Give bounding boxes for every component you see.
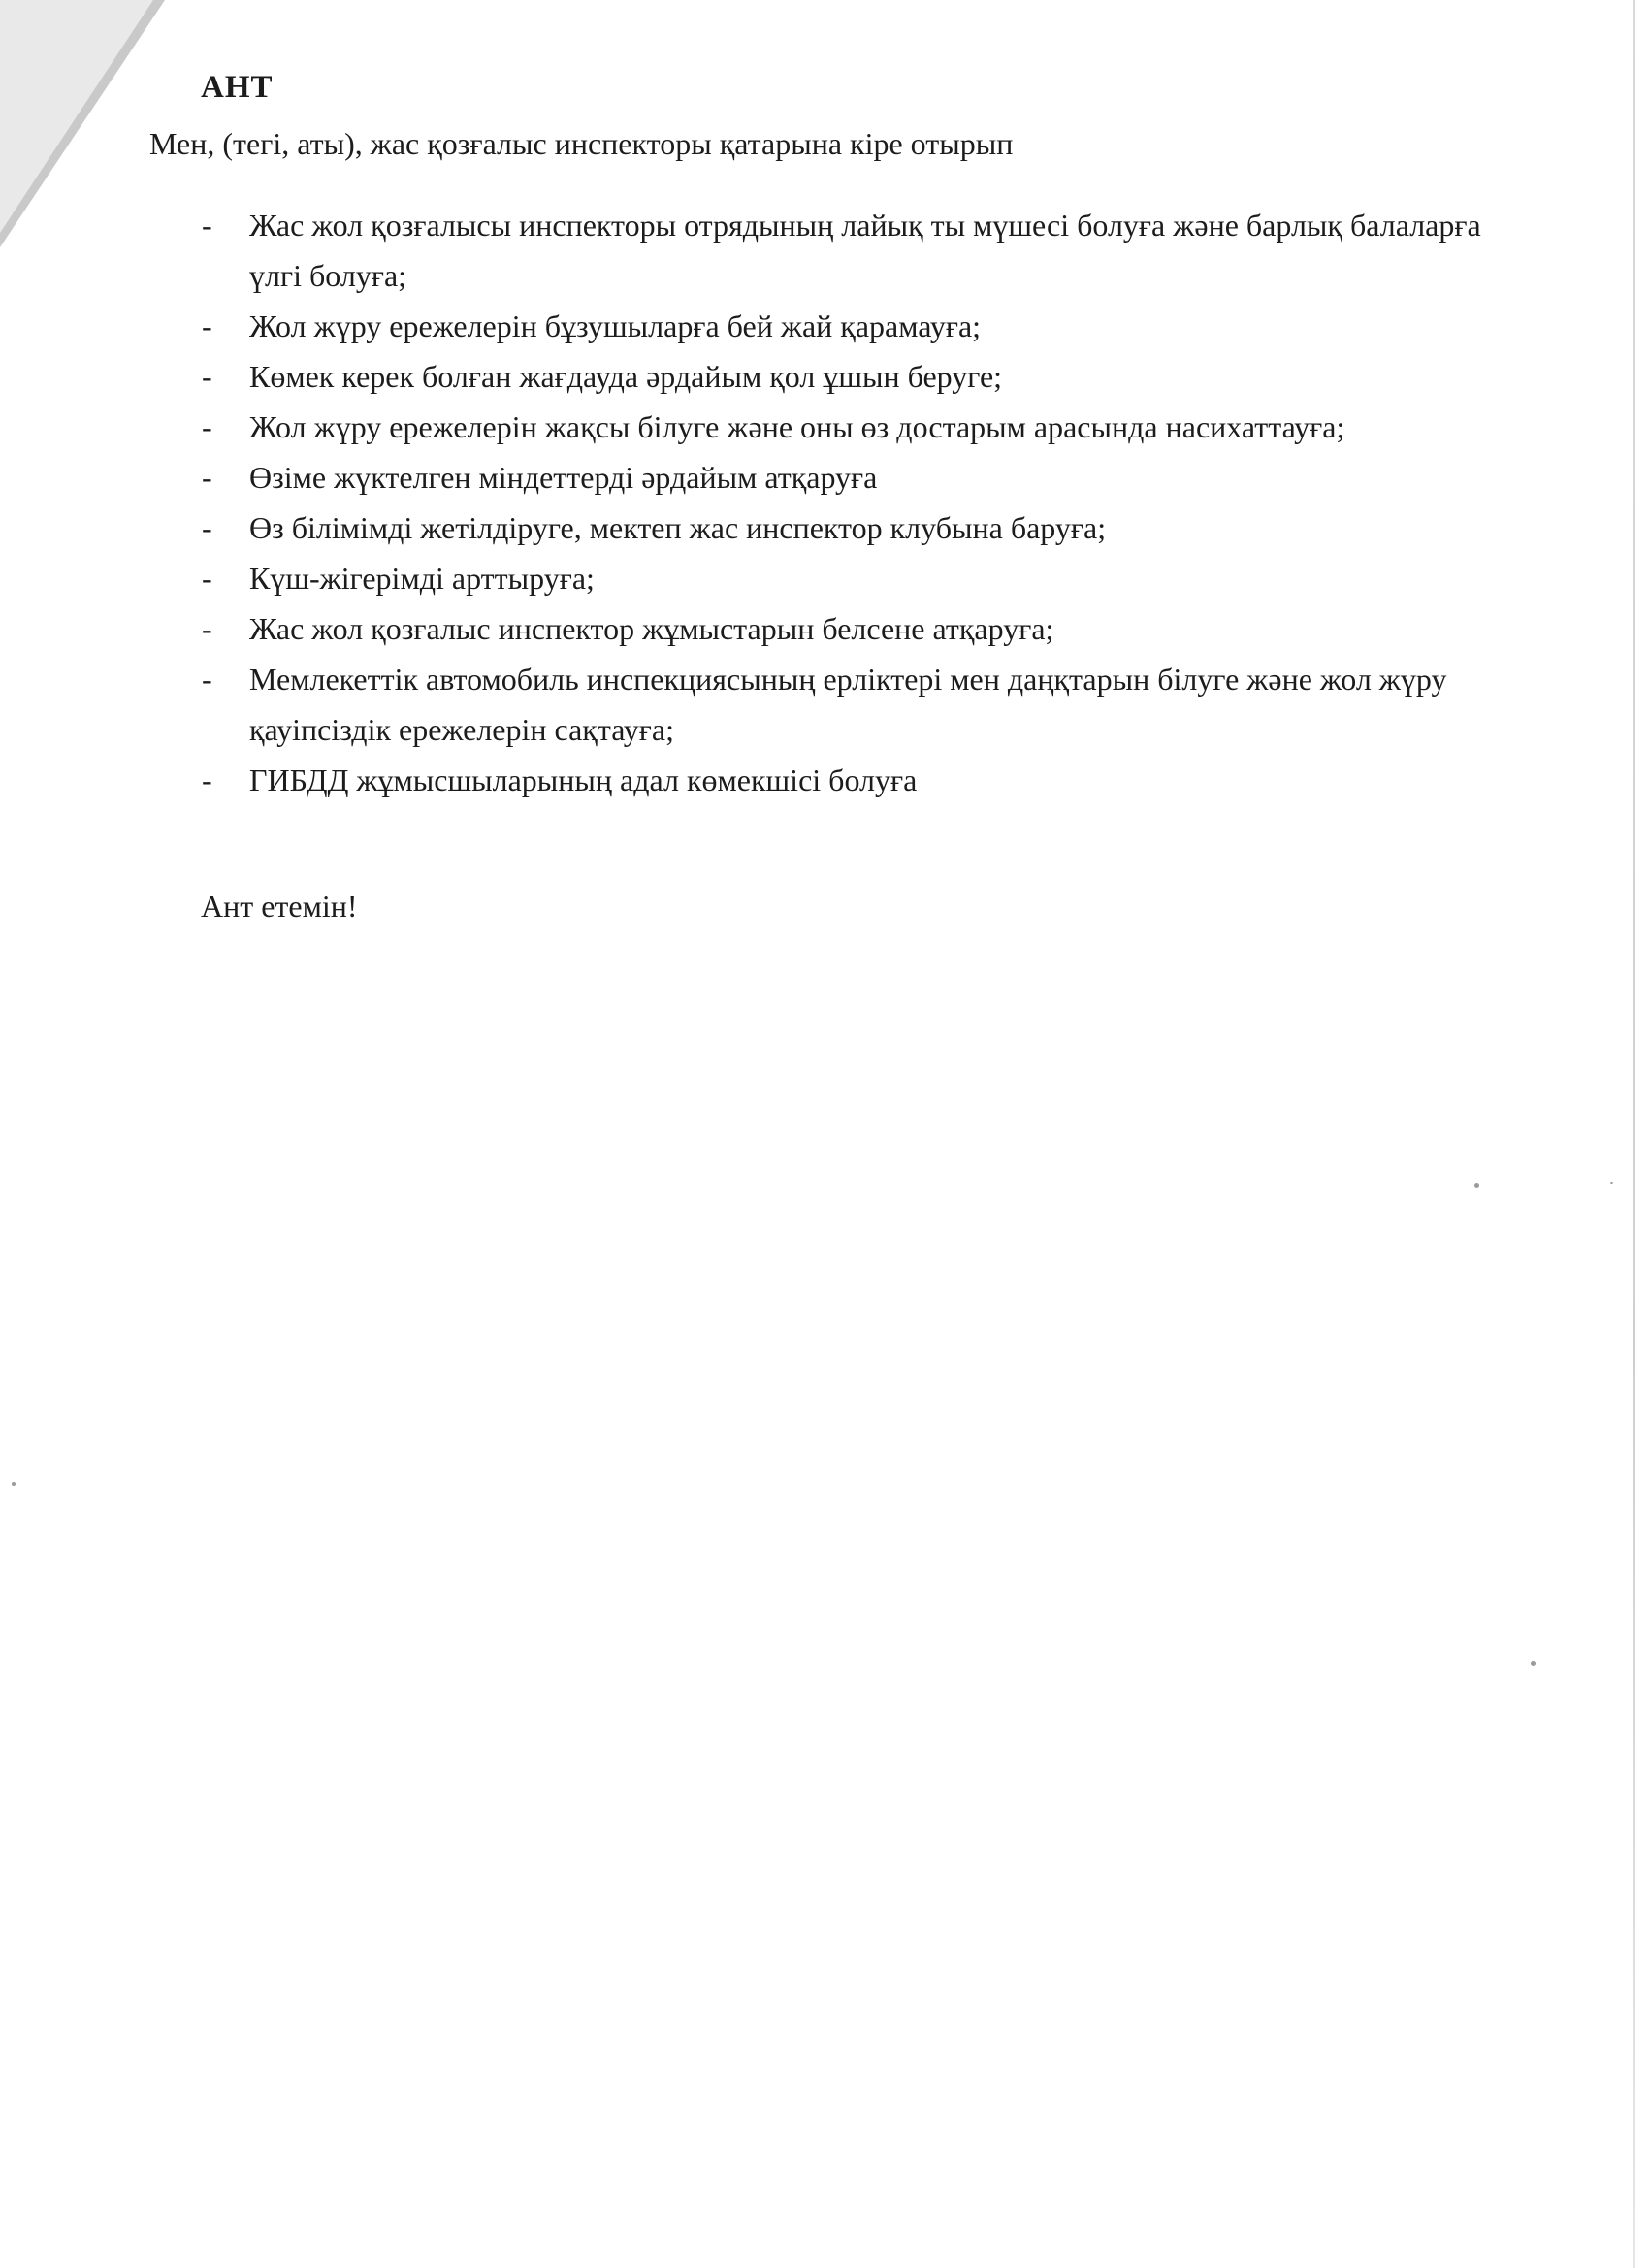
list-item [194, 200, 1533, 301]
bullet-dash: - [202, 611, 212, 646]
list-item-text: Өз білімімді жетілдіруге, мектеп жас инспектор клубына баруға; [249, 510, 1107, 545]
list-item-text: Жол жүру ережелерін бұзушыларға бей жай қарамауға; [249, 308, 982, 343]
page-edge-shadow [1633, 0, 1635, 2268]
scan-speck [1610, 1182, 1613, 1184]
list-item [194, 553, 1533, 603]
bullet-dash: - [202, 460, 212, 495]
list-item-text: Мемлекеттік автомобиль инспекциясының ерліктері мен даңқтарын білуге және жол жүру қауіпсіздік ережелерін сақтауға; [249, 662, 1447, 747]
list-item [194, 654, 1533, 755]
oath-list [194, 200, 1533, 805]
scan-speck [1531, 1661, 1536, 1666]
bullet-dash: - [202, 409, 212, 444]
scan-speck [1474, 1183, 1479, 1188]
bullet-dash: - [202, 359, 212, 394]
list-item [194, 301, 1533, 351]
bullet-dash: - [202, 308, 212, 343]
bullet-dash: - [202, 208, 212, 243]
document-title: АНТ [201, 70, 274, 105]
folded-corner-highlight [0, 0, 153, 233]
bullet-dash: - [202, 561, 212, 596]
closing-line: Ант етемін! [201, 889, 358, 923]
list-item [194, 755, 1533, 805]
list-item-text: Жас жол қозғалыс инспектор жұмыстарын белсене атқаруға; [249, 611, 1054, 646]
list-item [194, 603, 1533, 654]
bullet-dash: - [202, 762, 212, 797]
list-item-text: Күш-жігерімді арттыруға; [249, 561, 595, 596]
scan-speck [12, 1482, 16, 1486]
bullet-dash: - [202, 510, 212, 545]
list-item [194, 502, 1533, 553]
list-item [194, 452, 1533, 502]
bullet-dash: - [202, 662, 212, 697]
intro-line: Мен, (тегі, аты), жас қозғалыс инспекторы қатарына кіре отырып [149, 126, 1014, 161]
list-item-text: Жол жүру ережелерін жақсы білуге және оны өз достарым арасында насихаттауға; [249, 409, 1345, 444]
list-item [194, 402, 1533, 452]
list-item-text: Өзіме жүктелген міндеттерді әрдайым атқаруға [249, 460, 878, 495]
list-item-text: Көмек керек болған жағдауда әрдайым қол ұшын беруге; [249, 359, 1003, 394]
list-item-text: Жас жол қозғалысы инспекторы отрядының лайық ты мүшесі болуға және барлық балаларға үлгі болуға; [249, 208, 1481, 293]
list-item [194, 351, 1533, 402]
list-item-text: ГИБДД жұмысшыларының адал көмекшісі болуға [249, 762, 918, 797]
